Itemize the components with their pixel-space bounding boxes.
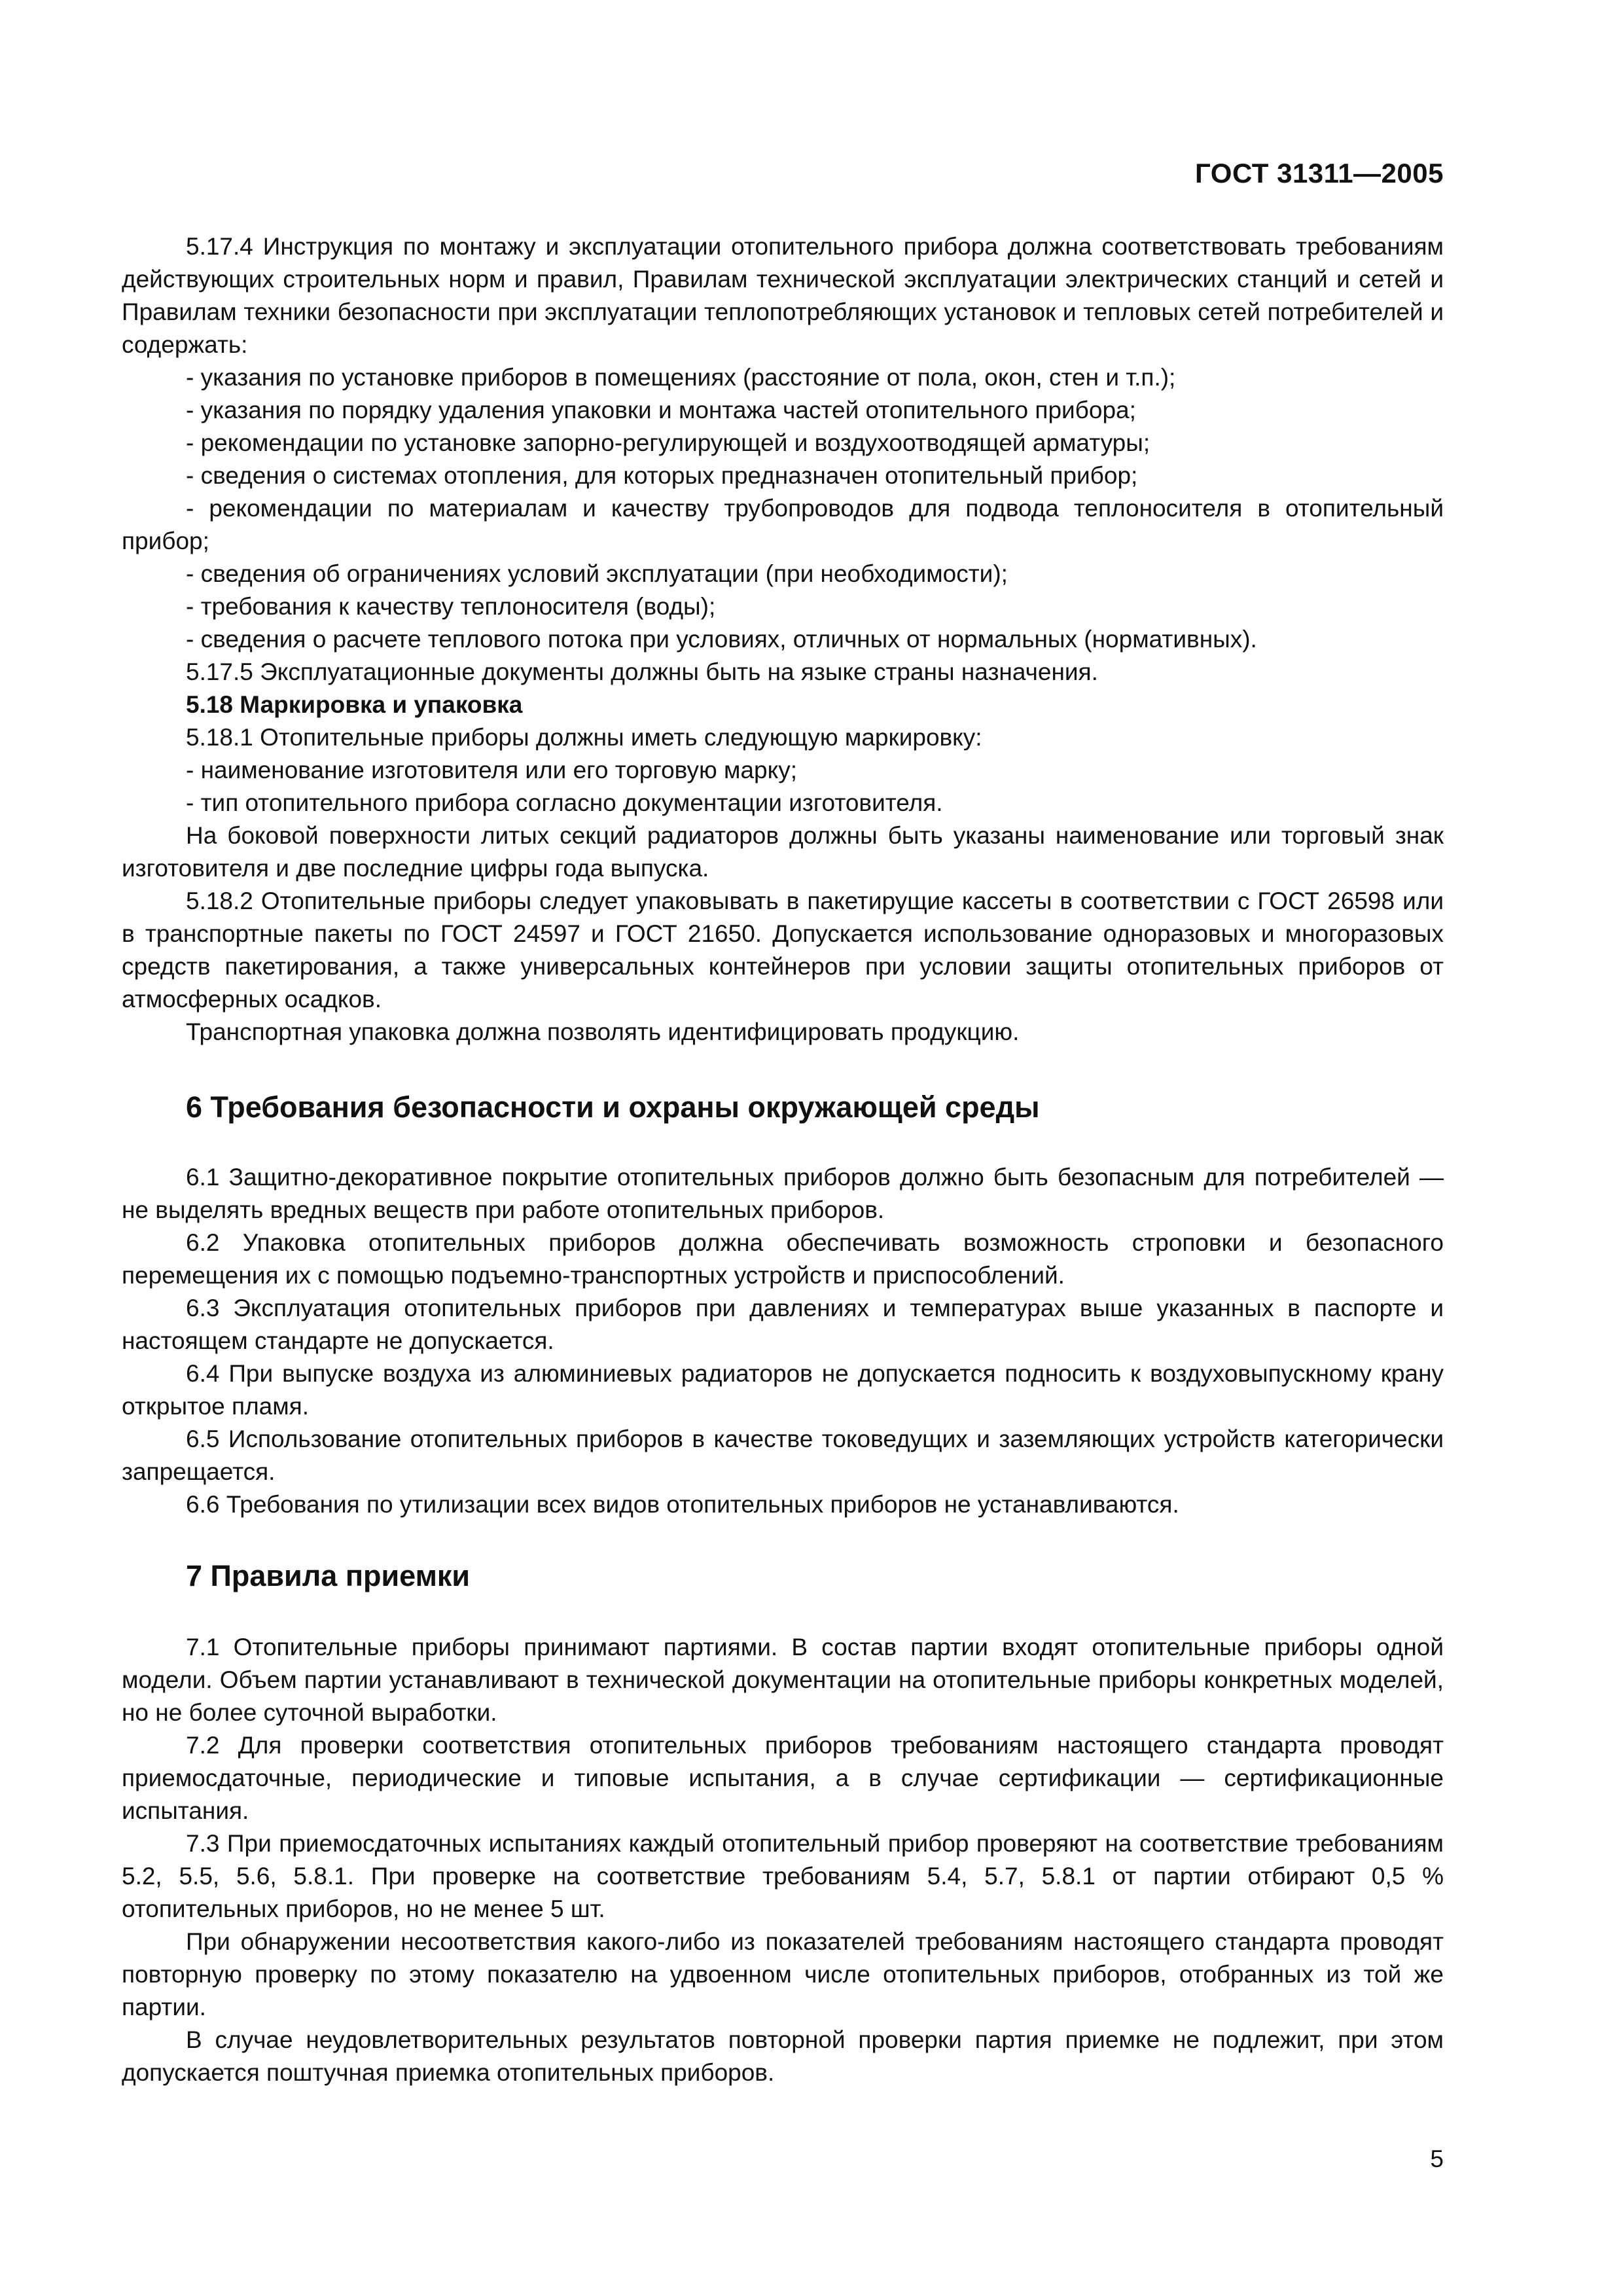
paragraph-7-3: 7.3 При приемосдаточных испытаниях каждый отопительный прибор проверяют на соответствие требованиям 5.2, 5.5, 5.6, 5.8.1. При проверке на соответствие требованиям 5.4, 5.7, 5.8.1 от партии отбирают 0,5 % отопительных приборов, но не менее 5 шт. (122, 1830, 1444, 1922)
document-code: ГОСТ 31311—2005 (1195, 158, 1444, 188)
page-number: 5 (1430, 2145, 1444, 2172)
paragraph-6-2: 6.2 Упаковка отопительных приборов должна обеспечивать возможность строповки и безопасного перемещения их с помощью подъемно-транспортных устройств и приспособлений. (122, 1229, 1444, 1289)
paragraph-6-6: 6.6 Требования по утилизации всех видов отопительных приборов не устанавливаются. (186, 1491, 1179, 1518)
paragraph-6-3: 6.3 Эксплуатация отопительных приборов при давлениях и температурах выше указанных в паспорте и настоящем стандарте не допускается. (122, 1295, 1444, 1354)
list-item: - указания по установке приборов в помещениях (расстояние от пола, окон, стен и т.п.); (186, 364, 1176, 391)
page-content (122, 230, 1444, 2089)
paragraph: В случае неудовлетворительных результатов повторной проверки партия приемке не подлежит, при этом допускается поштучная приемка отопительных приборов. (122, 2026, 1444, 2086)
paragraph-5-18-1: 5.18.1 Отопительные приборы должны иметь следующую маркировку: (186, 724, 982, 751)
list-item: - сведения о системах отопления, для которых предназначен отопительный прибор; (186, 462, 1138, 489)
list-item: - рекомендации по материалам и качеству трубопроводов для подвода теплоносителя в отопительный прибор; (122, 495, 1444, 554)
list-item: - сведения о расчете теплового потока при условиях, отличных от нормальных (нормативных). (186, 626, 1257, 653)
paragraph: Транспортная упаковка должна позволять идентифицировать продукцию. (186, 1018, 1020, 1045)
document-page (122, 0, 1444, 2296)
paragraph-6-1: 6.1 Защитно-декоративное покрытие отопительных приборов должно быть безопасным для потребителей — не выделять вредных веществ при работе отопительных приборов. (122, 1164, 1444, 1223)
paragraph-5-17-4: 5.17.4 Инструкция по монтажу и эксплуатации отопительного прибора должна соответствовать требованиям действующих строительных норм и правил, Правилам технической эксплуатации электрических станций и сетей и Правилам техники безопасности при эксплуатации теплопотребляющих установок и тепловых сетей потребителей и содержать: (122, 233, 1444, 358)
list-item: - сведения об ограничениях условий эксплуатации (при необходимости); (186, 560, 1008, 587)
paragraph-6-5: 6.5 Использование отопительных приборов в качестве токоведущих и заземляющих устройств категорически запрещается. (122, 1426, 1444, 1485)
paragraph-7-2: 7.2 Для проверки соответствия отопительных приборов требованиям настоящего стандарта проводят приемосдаточные, периодические и типовые испытания, а в случае сертификации — сертификационные испытания. (122, 1732, 1444, 1824)
paragraph: На боковой поверхности литых секций радиаторов должны быть указаны наименование или торговый знак изготовителя и две последние цифры года выпуска. (122, 822, 1444, 882)
section-7-heading: 7 Правила приемки (186, 1559, 471, 1592)
list-item: - указания по порядку удаления упаковки и монтажа частей отопительного прибора; (186, 397, 1136, 423)
list-item: - рекомендации по установке запорно-регулирующей и воздухоотводящей арматуры; (186, 429, 1150, 456)
paragraph: При обнаружении несоответствия какого-либо из показателей требованиям настоящего стандарта проводят повторную проверку по этому показателю на удвоенном числе отопительных приборов, отобранных из той же партии. (122, 1928, 1444, 2020)
section-6-heading: 6 Требования безопасности и охраны окружающей среды (186, 1090, 1040, 1124)
list-item: - требования к качеству теплоносителя (воды); (186, 593, 716, 620)
list-item: - тип отопительного прибора согласно документации изготовителя. (186, 789, 943, 816)
paragraph-7-1: 7.1 Отопительные приборы принимают партиями. В состав партии входят отопительные приборы одной модели. Объем партии устанавливают в технической документации на отопительные приборы конкретных моделей, но не более суточной выработки. (122, 1634, 1444, 1726)
paragraph-5-18-2: 5.18.2 Отопительные приборы следует упаковывать в пакетирущие кассеты в соответствии с ГОСТ 26598 или в транспортные пакеты по ГОСТ 24597 и ГОСТ 21650. Допускается использование одноразовых и многоразовых средств пакетирования, а также универсальных контейнеров при условии защиты отопительных приборов от атмосферных осадков. (122, 888, 1444, 1013)
list-item: - наименование изготовителя или его торговую марку; (186, 757, 797, 783)
paragraph-5-17-5: 5.17.5 Эксплуатационные документы должны быть на языке страны назначения. (186, 658, 1098, 685)
subheading-5-18: 5.18 Маркировка и упаковка (186, 691, 523, 718)
paragraph-6-4: 6.4 При выпуске воздуха из алюминиевых радиаторов не допускается подносить к воздуховыпускному крану открытое пламя. (122, 1360, 1444, 1420)
